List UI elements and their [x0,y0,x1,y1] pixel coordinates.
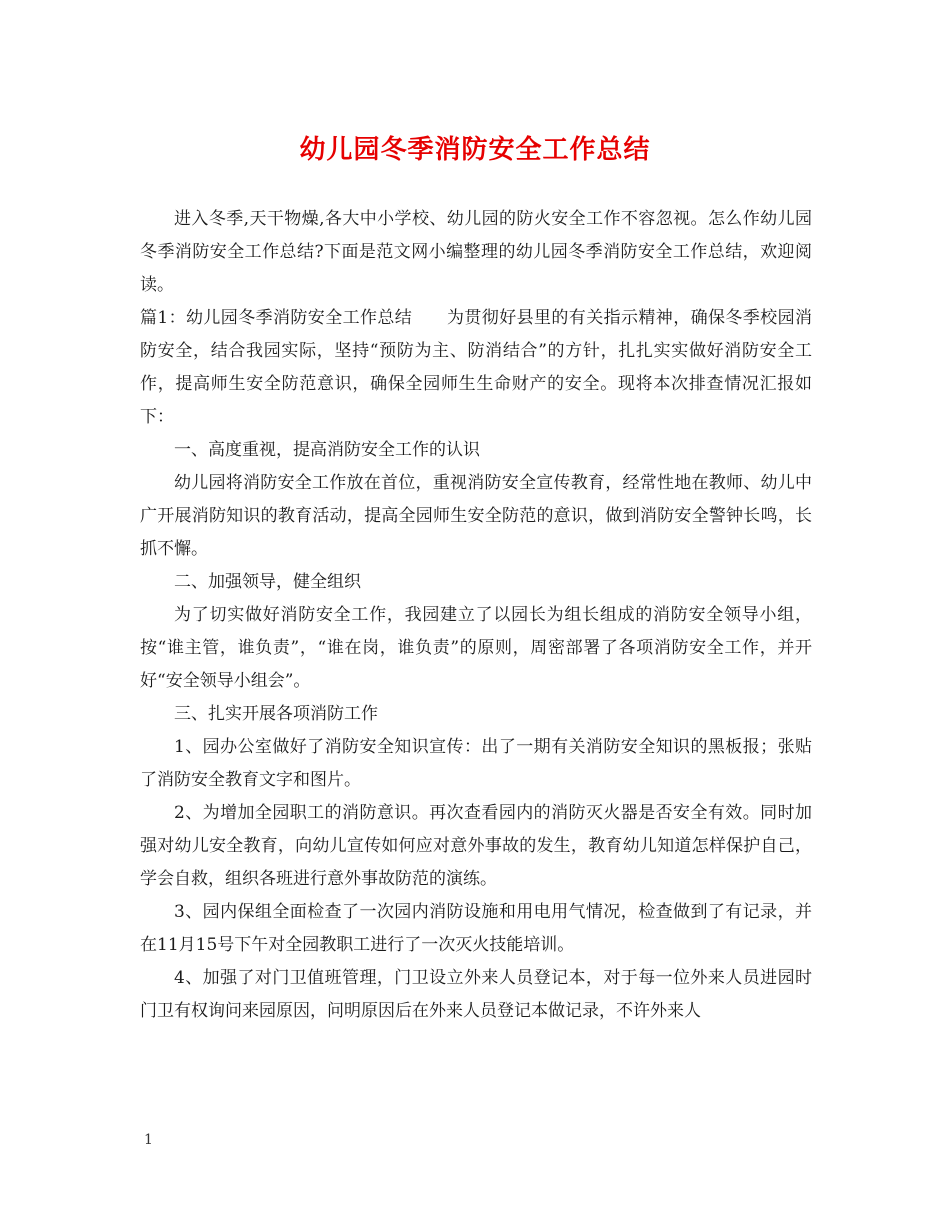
document-title: 幼儿园冬季消防安全工作总结 [299,135,651,165]
article-opening-paragraph: 篇1：幼儿园冬季消防安全工作总结 为贯彻好县里的有关指示精神，确保冬季校园消防安全，结合我园实际，坚持“预防为主、防消结合”的方针，扎扎实实做好消防安全工作，提高师生安全防范意识，确保全园师生生命财产的安全。现将本次排查情况汇报如下： [140,308,812,427]
section-heading-2: 二、加强领导，健全组织 [174,572,361,592]
list-item-3: 3、园内保组全面检查了一次园内消防设施和用电用气情况，检查做到了有记录，并在11月15号下午对全园教职工进行了一次灭火技能培训。 [140,902,812,955]
page-number: 1 [144,1132,153,1148]
section-heading-3: 三、扎实开展各项消防工作 [174,704,378,724]
document-body [140,203,812,1028]
section-2-paragraph: 为了切实做好消防安全工作，我园建立了以园长为组长组成的消防安全领导小组，按“谁主管，谁负责”，“谁在岗，谁负责”的原则，周密部署了各项消防安全工作，并开好“安全领导小组会”。 [140,605,812,691]
section-heading-1: 一、高度重视，提高消防安全工作的认识 [174,440,480,460]
list-item-2: 2、为增加全园职工的消防意识。再次查看园内的消防灭火器是否安全有效。同时加强对幼儿安全教育，向幼儿宣传如何应对意外事故的发生，教育幼儿知道怎样保护自己，学会自救，组织各班进行意外事故防范的演练。 [140,803,812,889]
list-item-4: 4、加强了对门卫值班管理，门卫设立外来人员登记本，对于每一位外来人员进园时门卫有权询问来园原因，问明原因后在外来人员登记本做记录，不许外来人 [140,968,812,1021]
section-1-paragraph: 幼儿园将消防安全工作放在首位，重视消防安全宣传教育，经常性地在教师、幼儿中广开展消防知识的教育活动，提高全园师生安全防范的意识，做到消防安全警钟长鸣，长抓不懈。 [140,473,812,559]
intro-paragraph: 进入冬季,天干物燥,各大中小学校、幼儿园的防火安全工作不容忽视。怎么作幼儿园冬季消防安全工作总结?下面是范文网小编整理的幼儿园冬季消防安全工作总结，欢迎阅读。 [140,209,812,295]
list-item-1: 1、园办公室做好了消防安全知识宣传：出了一期有关消防安全知识的黑板报；张贴了消防安全教育文字和图片。 [140,737,812,790]
